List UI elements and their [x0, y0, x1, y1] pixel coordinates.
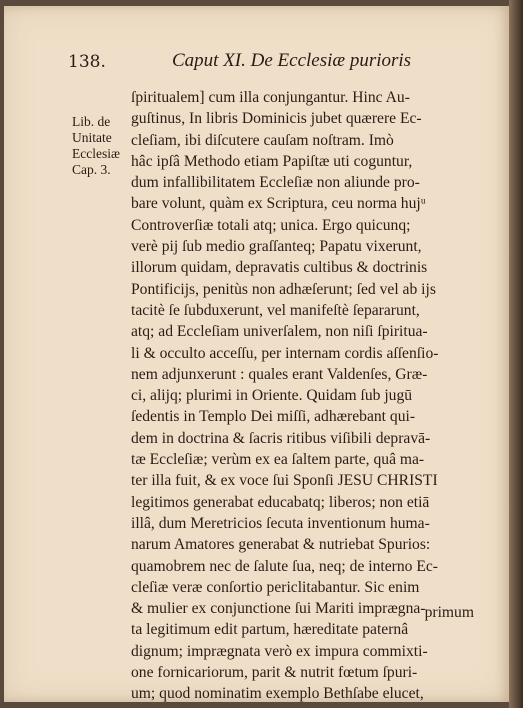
text-line: tacitè ſe ſubduxerunt, vel manifeſtè ſepararunt,	[131, 301, 420, 319]
text-line: ter illa fuit, & ex voce ſui Sponſi JESU CHRISTI	[131, 472, 438, 490]
page-number: 138.	[68, 52, 106, 72]
text-line: illâ, dum Meretricios ſecuta inventionum huma-	[131, 514, 430, 532]
text-line: Controverſiæ totali atq; unica. Ergo quicunq;	[131, 216, 411, 234]
text-line: li & occulto acceſſu, per internam cordis aſſenſio-	[131, 344, 439, 362]
text-line: illorum quidam, depravatis cultibus & doctrinis	[131, 259, 428, 277]
book-spine	[509, 0, 523, 708]
text-line: narum Amatores generabat & nutriebat Spurios:	[131, 536, 431, 554]
text-line: quamobrem nec de ſalute ſua, neq; de interno Ec-	[131, 557, 438, 575]
text-line: dignum; imprægnata verò ex impura commixti-	[131, 642, 428, 660]
text-line: atq; ad Eccleſiam univerſalem, non niſi ſpiritua-	[131, 323, 428, 341]
text-line: ta legitimum edit partum, hæreditate paternâ	[131, 621, 409, 639]
margin-note	[72, 114, 120, 178]
text-line: ſedentis in Templo Dei miſſi, adhærebant qui-	[131, 408, 416, 426]
text-line: tæ Eccleſiæ; verùm ex ea ſaltem parte, quâ ma-	[131, 451, 425, 469]
margin-note-line: Unitate	[72, 130, 112, 145]
margin-note-line: Lib. de	[72, 114, 111, 129]
text-line: hâc ipſâ Methodo etiam Papiſtæ uti coguntur,	[131, 152, 413, 170]
catchword: primum	[424, 604, 474, 621]
text-line: cleſiam, ibi diſcutere cauſam noſtram. Imò	[131, 131, 394, 149]
text-line: nem adjunxerunt : quales erant Valdenſes, Græ-	[131, 365, 428, 383]
text-line: ſpiritualem] cum illa conjungantur. Hinc Au-	[131, 89, 410, 106]
text-line: Pontificijs, penitùs non adhæſerunt; ſed vel ab ijs	[131, 280, 436, 298]
text-line: dem in doctrina & ſacris ritibus viſibili depravā-	[131, 429, 431, 447]
margin-note-line: Ecclesiæ	[72, 146, 120, 161]
running-head: Caput XI. De Ecclesiæ purioris	[172, 50, 412, 71]
text-line: um; quod nominatim exemplo Bethſabe elucet,	[131, 685, 424, 703]
text-line: one fornicariorum, parit & nutrit fœtum ſpuri-	[131, 664, 418, 682]
text-line: dum infallibilitatem Eccleſiæ non aliunde pro-	[131, 174, 420, 192]
text-line: legitimos generabat educabatq; liberos; non etiā	[131, 493, 430, 511]
text-line: & mulier ex conjunctione ſui Mariti imprægna-	[131, 600, 426, 618]
text-line: ci, alijq; plurimi in Oriente. Quidam ſub jugū	[131, 387, 413, 405]
text-line: guſtinus, In libris Dominicis jubet quærere Ec-	[131, 110, 422, 128]
margin-note-line: Cap. 3.	[72, 162, 111, 177]
body-text	[131, 87, 475, 705]
text-line: cleſiæ veræ conſortio periclitabantur. Sic enim	[131, 578, 420, 596]
text-line: bare volunt, quàm ex Scriptura, ceu norma hujᵘ	[131, 195, 426, 213]
text-line: verè pij ſub medio graſſanteq; Papatu vixerunt,	[131, 238, 422, 256]
